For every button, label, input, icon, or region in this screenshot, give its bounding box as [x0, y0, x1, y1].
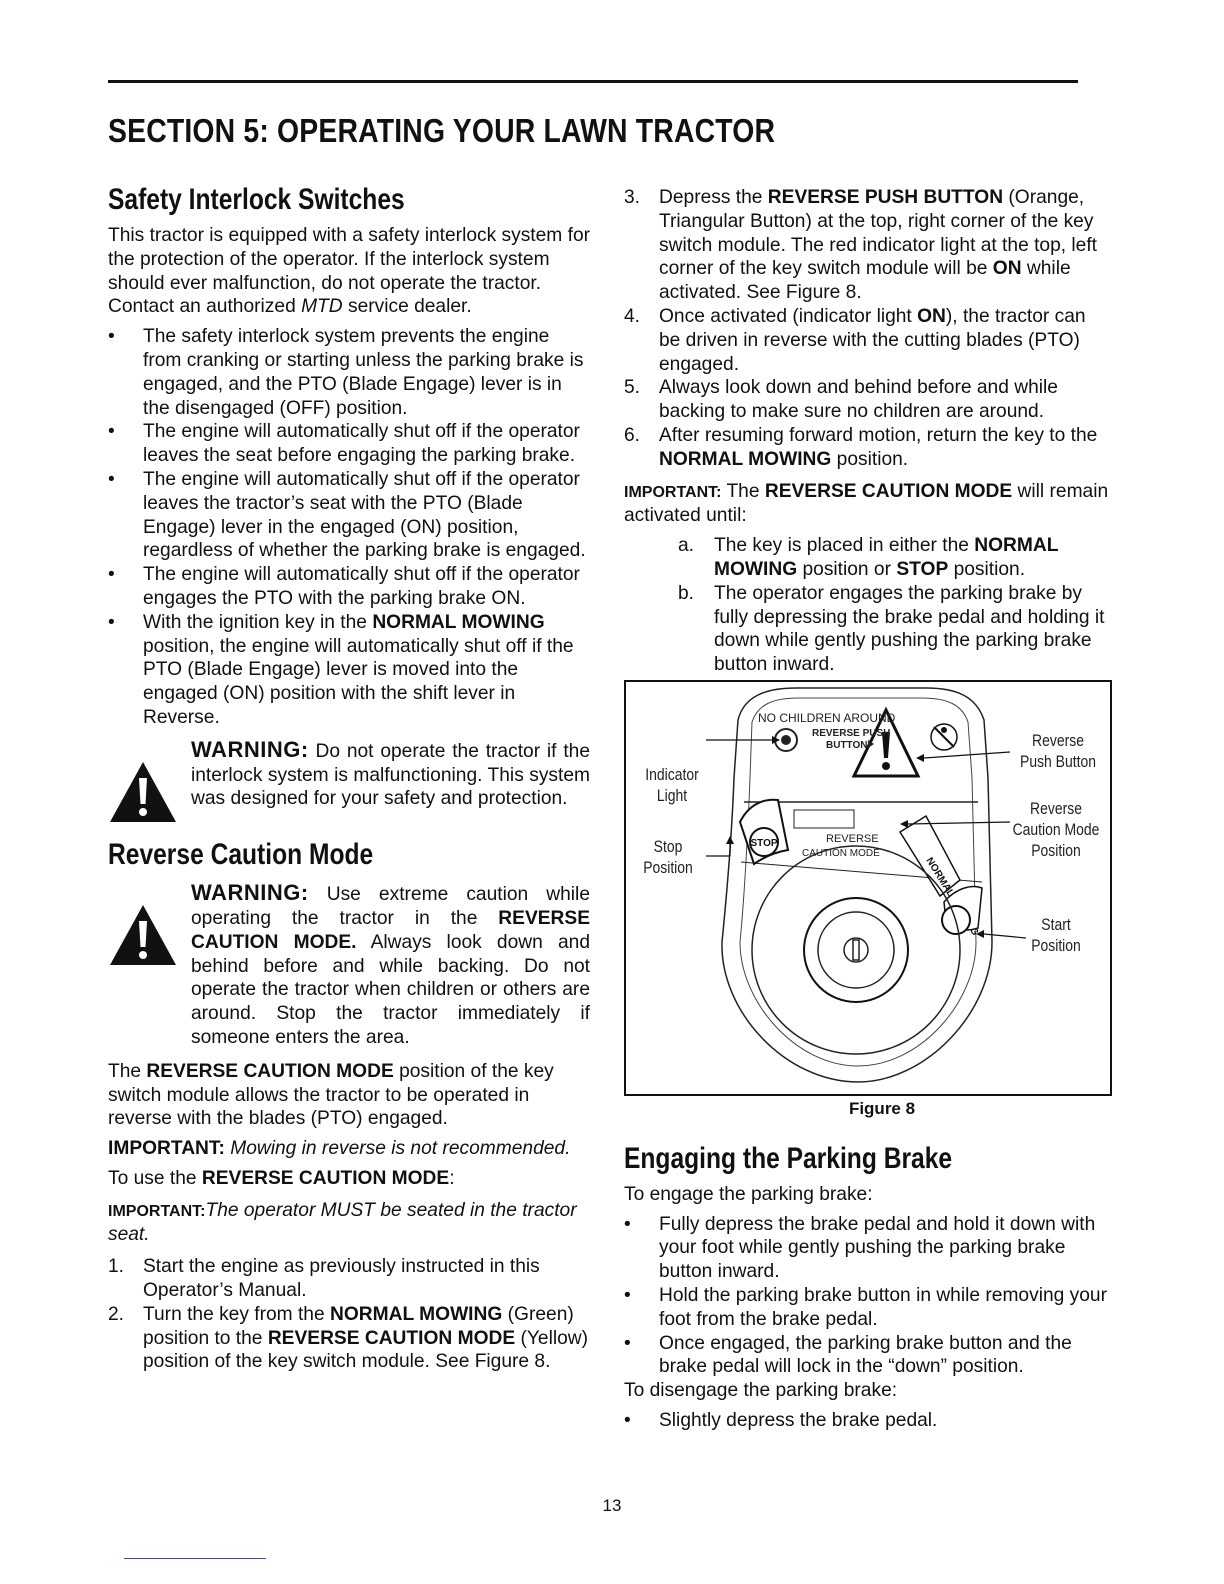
callout-start-position: Start Position: [1031, 914, 1081, 955]
list-item: • The safety interlock system prevents the engine from cranking or starting unless the parking brake is engaged, and the PTO (Blade Engage) lever is in the disengaged (OFF) position.: [108, 325, 590, 420]
engage-bullets: [624, 1213, 1110, 1380]
list-item: 1. Start the engine as previously instructed in this Operator’s Manual.: [108, 1256, 540, 1302]
heading-parking-brake: Engaging the Parking Brake: [624, 1141, 953, 1175]
footer-link-line: [124, 1558, 266, 1559]
module-reverse-label: CAUTION MODE: [802, 847, 880, 859]
list-item: • With the ignition key in the NORMAL MOWING position, the engine will automatically shut off if the PTO (Blade Engage) lever is moved into the engaged (ON) position with the shift lever in Reverse.: [108, 611, 590, 730]
heading-reverse-caution: Reverse Caution Mode: [108, 838, 374, 872]
list-item: • Slightly depress the brake pedal.: [624, 1409, 1110, 1433]
list-item: b. The operator engages the parking brake by fully depressing the brake pedal and holding it down while gently pushing the parking brake button inward.: [678, 582, 1105, 676]
list-item: • The engine will automatically shut off if the operator leaves the seat before engaging the parking brake.: [108, 420, 590, 468]
safety-bullets: [108, 325, 590, 730]
important-note-2: IMPORTANT:The operator MUST be seated in the tractor seat.: [108, 1199, 577, 1246]
module-reverse-label: REVERSE: [826, 832, 879, 845]
engage-intro: To engage the parking brake:: [624, 1183, 873, 1205]
left-column: [108, 182, 590, 1374]
list-item: • The engine will automatically shut off if the operator engages the PTO with the parking brake ON.: [108, 563, 590, 611]
page-number: 13: [602, 1496, 622, 1515]
reverse-description: The REVERSE CAUTION MODE position of the key switch module allows the tractor to be operated in reverse with the blades (PTO) engaged.: [108, 1060, 554, 1130]
steps-right: [624, 186, 1110, 472]
warning-label: WARNING:: [191, 736, 309, 762]
callout-reverse-push-button: Reverse Push Button: [1020, 730, 1096, 771]
disengage-intro: To disengage the parking brake:: [624, 1380, 898, 1402]
callout-indicator-light: Indicator Light: [645, 764, 699, 805]
disengage-bullets: [624, 1409, 1110, 1433]
module-normal-label: NORMAL: [923, 855, 956, 899]
list-item: • The engine will automatically shut off if the operator leaves the tractor’s seat with the PTO (Blade Engage) lever in the engaged (ON) position, regardless of whether the parking brake is engaged.: [108, 468, 590, 563]
right-column: [624, 186, 1110, 1433]
warning-reverse: WARNING: Use extreme caution while operating the tractor in the REVERSE CAUTION MODE. Always look down and behind before and while backing. Do not operate the tractor when children or others are around. Stop the tractor immediately if someone enters the area.: [108, 881, 590, 1050]
heading-safety-interlock: Safety Interlock Switches: [108, 183, 405, 216]
safety-intro: This tractor is equipped with a safety interlock system for the protection of the operator. If the interlock system should ever malfunction, do not operate the tractor. Contact an authorized MTD service dealer.: [108, 225, 591, 318]
use-intro: To use the REVERSE CAUTION MODE:: [108, 1167, 455, 1189]
top-rule: [108, 80, 1078, 83]
important-note-1: IMPORTANT: Mowing in reverse is not recommended.: [108, 1138, 571, 1160]
warning-triangle-icon: [108, 903, 178, 967]
list-item: 3. Depress the REVERSE PUSH BUTTON (Orange, Triangular Button) at the top, right corner of the key switch module. The red indicator light at the top, left corner of the key switch module will be ON while activated. See Figure 8.: [624, 187, 1097, 304]
list-item: 5. Always look down and behind before and while backing to make sure no children are around.: [624, 377, 1058, 423]
list-item: 4. Once activated (indicator light ON), the tractor can be driven in reverse with the cutting blades (PTO) engaged.: [624, 305, 1086, 375]
warning-label: WARNING:: [191, 880, 309, 906]
module-button-label: BUTTON: [826, 739, 868, 751]
callout-stop-position: Stop Position: [643, 836, 693, 877]
list-item: 6. After resuming forward motion, return the key to the NORMAL MOWING position.: [624, 424, 1098, 470]
figure-caption: Figure 8: [848, 1098, 916, 1118]
warning-triangle-icon: [108, 760, 178, 824]
figure-8: [624, 680, 1112, 1096]
module-button-label: REVERSE PUSH: [812, 727, 891, 739]
section-title: SECTION 5: OPERATING YOUR LAWN TRACTOR: [108, 112, 776, 149]
list-item: a. The key is placed in either the NORMAL MOWING position or STOP position.: [678, 535, 1059, 580]
important-note-3: IMPORTANT: The REVERSE CAUTION MODE will remain activated until:: [624, 480, 1109, 527]
warning-interlock: WARNING: Do not operate the tractor if the interlock system is malfunctioning. This system was designed for your safety and protection.: [108, 738, 590, 811]
key-cylinder: [804, 898, 908, 1002]
list-item: 2. Turn the key from the NORMAL MOWING (Green) position to the REVERSE CAUTION MODE (Yellow) position of the key switch module. See Figure 8.: [108, 1303, 589, 1373]
steps-left: [108, 1255, 590, 1374]
list-item: • Fully depress the brake pedal and hold it down with your foot while gently pushing the parking brake button inward.: [624, 1213, 1110, 1284]
conditions-list: [624, 534, 1110, 677]
module-stop-label: STOP: [750, 837, 778, 849]
list-item: • Once engaged, the parking brake button and the brake pedal will lock in the “down” position.: [624, 1332, 1110, 1380]
module-warning-text: NO CHILDREN AROUND: [758, 710, 896, 725]
callout-reverse-caution-mode: Reverse Caution Mode Position: [1012, 798, 1100, 860]
list-item: • Hold the parking brake button in while removing your foot from the brake pedal.: [624, 1284, 1110, 1332]
